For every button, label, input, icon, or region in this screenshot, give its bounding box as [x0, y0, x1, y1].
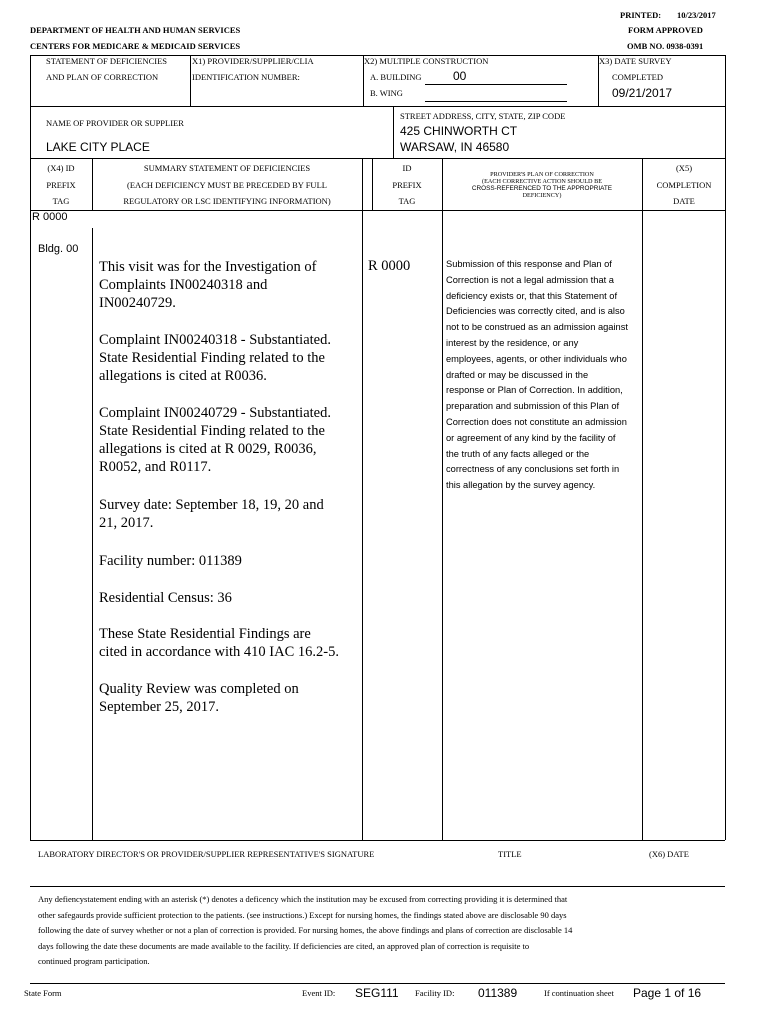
disclaimer-line: following the date of survey whether or not a plan of correction is provided. For nursing homes, the above findings and plans of correction are disclosable 14: [38, 925, 573, 936]
deficiency-paragraph: These State Residential Findings are cited in accordance with 410 IAC 16.2-5.: [99, 626, 339, 660]
plan-header-1: PROVIDER'S PLAN OF CORRECTION: [490, 171, 594, 178]
building-label: A. BUILDING: [370, 72, 422, 82]
disclaimer-line: Any defiencystatement ending with an asterisk (*) denotes a deficency which the institution may be excused from correcting providing it is determined that: [38, 894, 568, 904]
signature-label: LABORATORY DIRECTOR'S OR PROVIDER/SUPPLIER REPRESENTATIVE'S SIGNATURE: [38, 849, 375, 859]
form-approved: FORM APPROVED: [628, 25, 703, 35]
x5-header-2: COMPLETION: [656, 180, 712, 190]
x4-header-3: TAG: [52, 196, 70, 206]
deficiency-paragraph: Quality Review was completed on September 25, 2017.: [99, 681, 299, 715]
address-line-1: 425 CHINWORTH CT: [400, 124, 518, 138]
id-header-2: PREFIX: [392, 180, 422, 190]
page-number: Page 1 of 16: [633, 986, 702, 1000]
x1-label-1: X1) PROVIDER/SUPPLIER/CLIA: [192, 56, 314, 66]
id-header-1: ID: [402, 163, 412, 173]
disclaimer: [38, 892, 572, 970]
tag-right: R 0000: [368, 258, 411, 274]
x4-header-2: PREFIX: [46, 180, 76, 190]
plan-of-correction-text: Submission of this response and Plan of Correction is not a legal admission that a deficiency exists or, that this Statement of Deficiencies was correctly cited, and is also not to be construed as an admission against interest by the residence, or any employees, agents, or other individuals who drafted or may be discussed in the response or Plan of Correction. In addition, preparation and submission of this Plan of Correction does not constitute an admission or agreement of any kind by the facility of the truth of any facts alleged or the correctness of any conclusions set forth in this allegation by the survey agency.: [446, 259, 628, 491]
summary-header-3: REGULATORY OR LSC IDENTIFYING INFORMATION): [123, 196, 331, 206]
continuation-label: If continuation sheet: [544, 988, 614, 998]
facility-id-label: Facility ID:: [415, 988, 455, 998]
summary-header-2: (EACH DEFICIENCY MUST BE PRECEDED BY FULL: [127, 180, 327, 190]
title-label: TITLE: [498, 849, 522, 859]
provider-name-label: NAME OF PROVIDER OR SUPPLIER: [46, 118, 184, 128]
disclaimer-line: continued program participation.: [38, 956, 150, 967]
x3-label-1: X3) DATE SURVEY: [599, 56, 672, 66]
statement-label-2: AND PLAN OF CORRECTION: [46, 72, 159, 82]
printed-date: 10/23/2017: [677, 10, 716, 20]
state-form-label: State Form: [24, 988, 62, 998]
building-value: 00: [453, 69, 467, 83]
x5-header-1: (X5): [675, 163, 693, 173]
summary-header-1: SUMMARY STATEMENT OF DEFICIENCIES: [143, 163, 311, 173]
plan-header-2: (EACH CORRECTIVE ACTION SHOULD BE: [482, 178, 602, 185]
plan-header-3: CROSS-REFERENCED TO THE APPROPRIATE: [471, 185, 613, 192]
event-id-label: Event ID:: [302, 988, 336, 998]
wing-label: B. WING: [370, 88, 403, 98]
deficiency-paragraph: Complaint IN00240729 - Substantiated. State Residential Finding related to the allegations is cited at R 0029, R0036, R0052, and R0117.: [99, 405, 331, 475]
address-line-2: WARSAW, IN 46580: [400, 140, 510, 154]
disclaimer-line: days following the date these documents are made available to the facility. If deficiencies are cited, an approved plan of correction is requisite to: [38, 940, 530, 951]
statement-label-1: STATEMENT OF DEFICIENCIES: [46, 56, 168, 66]
provider-name: LAKE CITY PLACE: [46, 140, 150, 154]
deficiency-paragraph: Facility number: 011389: [99, 553, 242, 569]
building-tag: Bldg. 00: [38, 243, 79, 255]
survey-completed-date: 09/21/2017: [612, 86, 673, 100]
deficiency-paragraph: Complaint IN00240318 - Substantiated. State Residential Finding related to the allegations is cited at R0036.: [99, 332, 331, 384]
disclaimer-line: other safegaurds provide sufficient protection to the patients. (see instructions.) Except for nursing homes, the findings stated above are disclosable 90 days: [38, 909, 567, 920]
x1-label-2: IDENTIFICATION NUMBER:: [192, 72, 300, 82]
deficiency-paragraph: Residential Census: 36: [99, 590, 232, 606]
deficiency-paragraph: This visit was for the Investigation of Complaints IN00240318 and IN00240729.: [99, 259, 317, 311]
x3-label-2: COMPLETED: [612, 72, 663, 82]
centers-title: CENTERS FOR MEDICARE & MEDICAID SERVICES: [30, 41, 241, 51]
plan-header-4: DEFICIENCY): [522, 192, 562, 199]
x5-header-3: DATE: [673, 196, 695, 206]
id-header-3: TAG: [398, 196, 416, 206]
x2-label: X2) MULTIPLE CONSTRUCTION: [364, 56, 489, 66]
facility-id-value: 011389: [478, 986, 518, 1000]
department-title: DEPARTMENT OF HEALTH AND HUMAN SERVICES: [30, 25, 241, 35]
event-id-value: SEG111: [355, 986, 399, 1000]
printed-label: PRINTED:: [620, 10, 662, 20]
deficiency-paragraph: Survey date: September 18, 19, 20 and 21, 2017.: [99, 497, 324, 531]
address-label: STREET ADDRESS, CITY, STATE, ZIP CODE: [400, 111, 566, 121]
x4-header-1: (X4) ID: [47, 163, 75, 173]
tag-left: R 0000: [32, 211, 68, 223]
x6-date-label: (X6) DATE: [649, 849, 689, 859]
omb-number: OMB NO. 0938-0391: [627, 41, 704, 51]
